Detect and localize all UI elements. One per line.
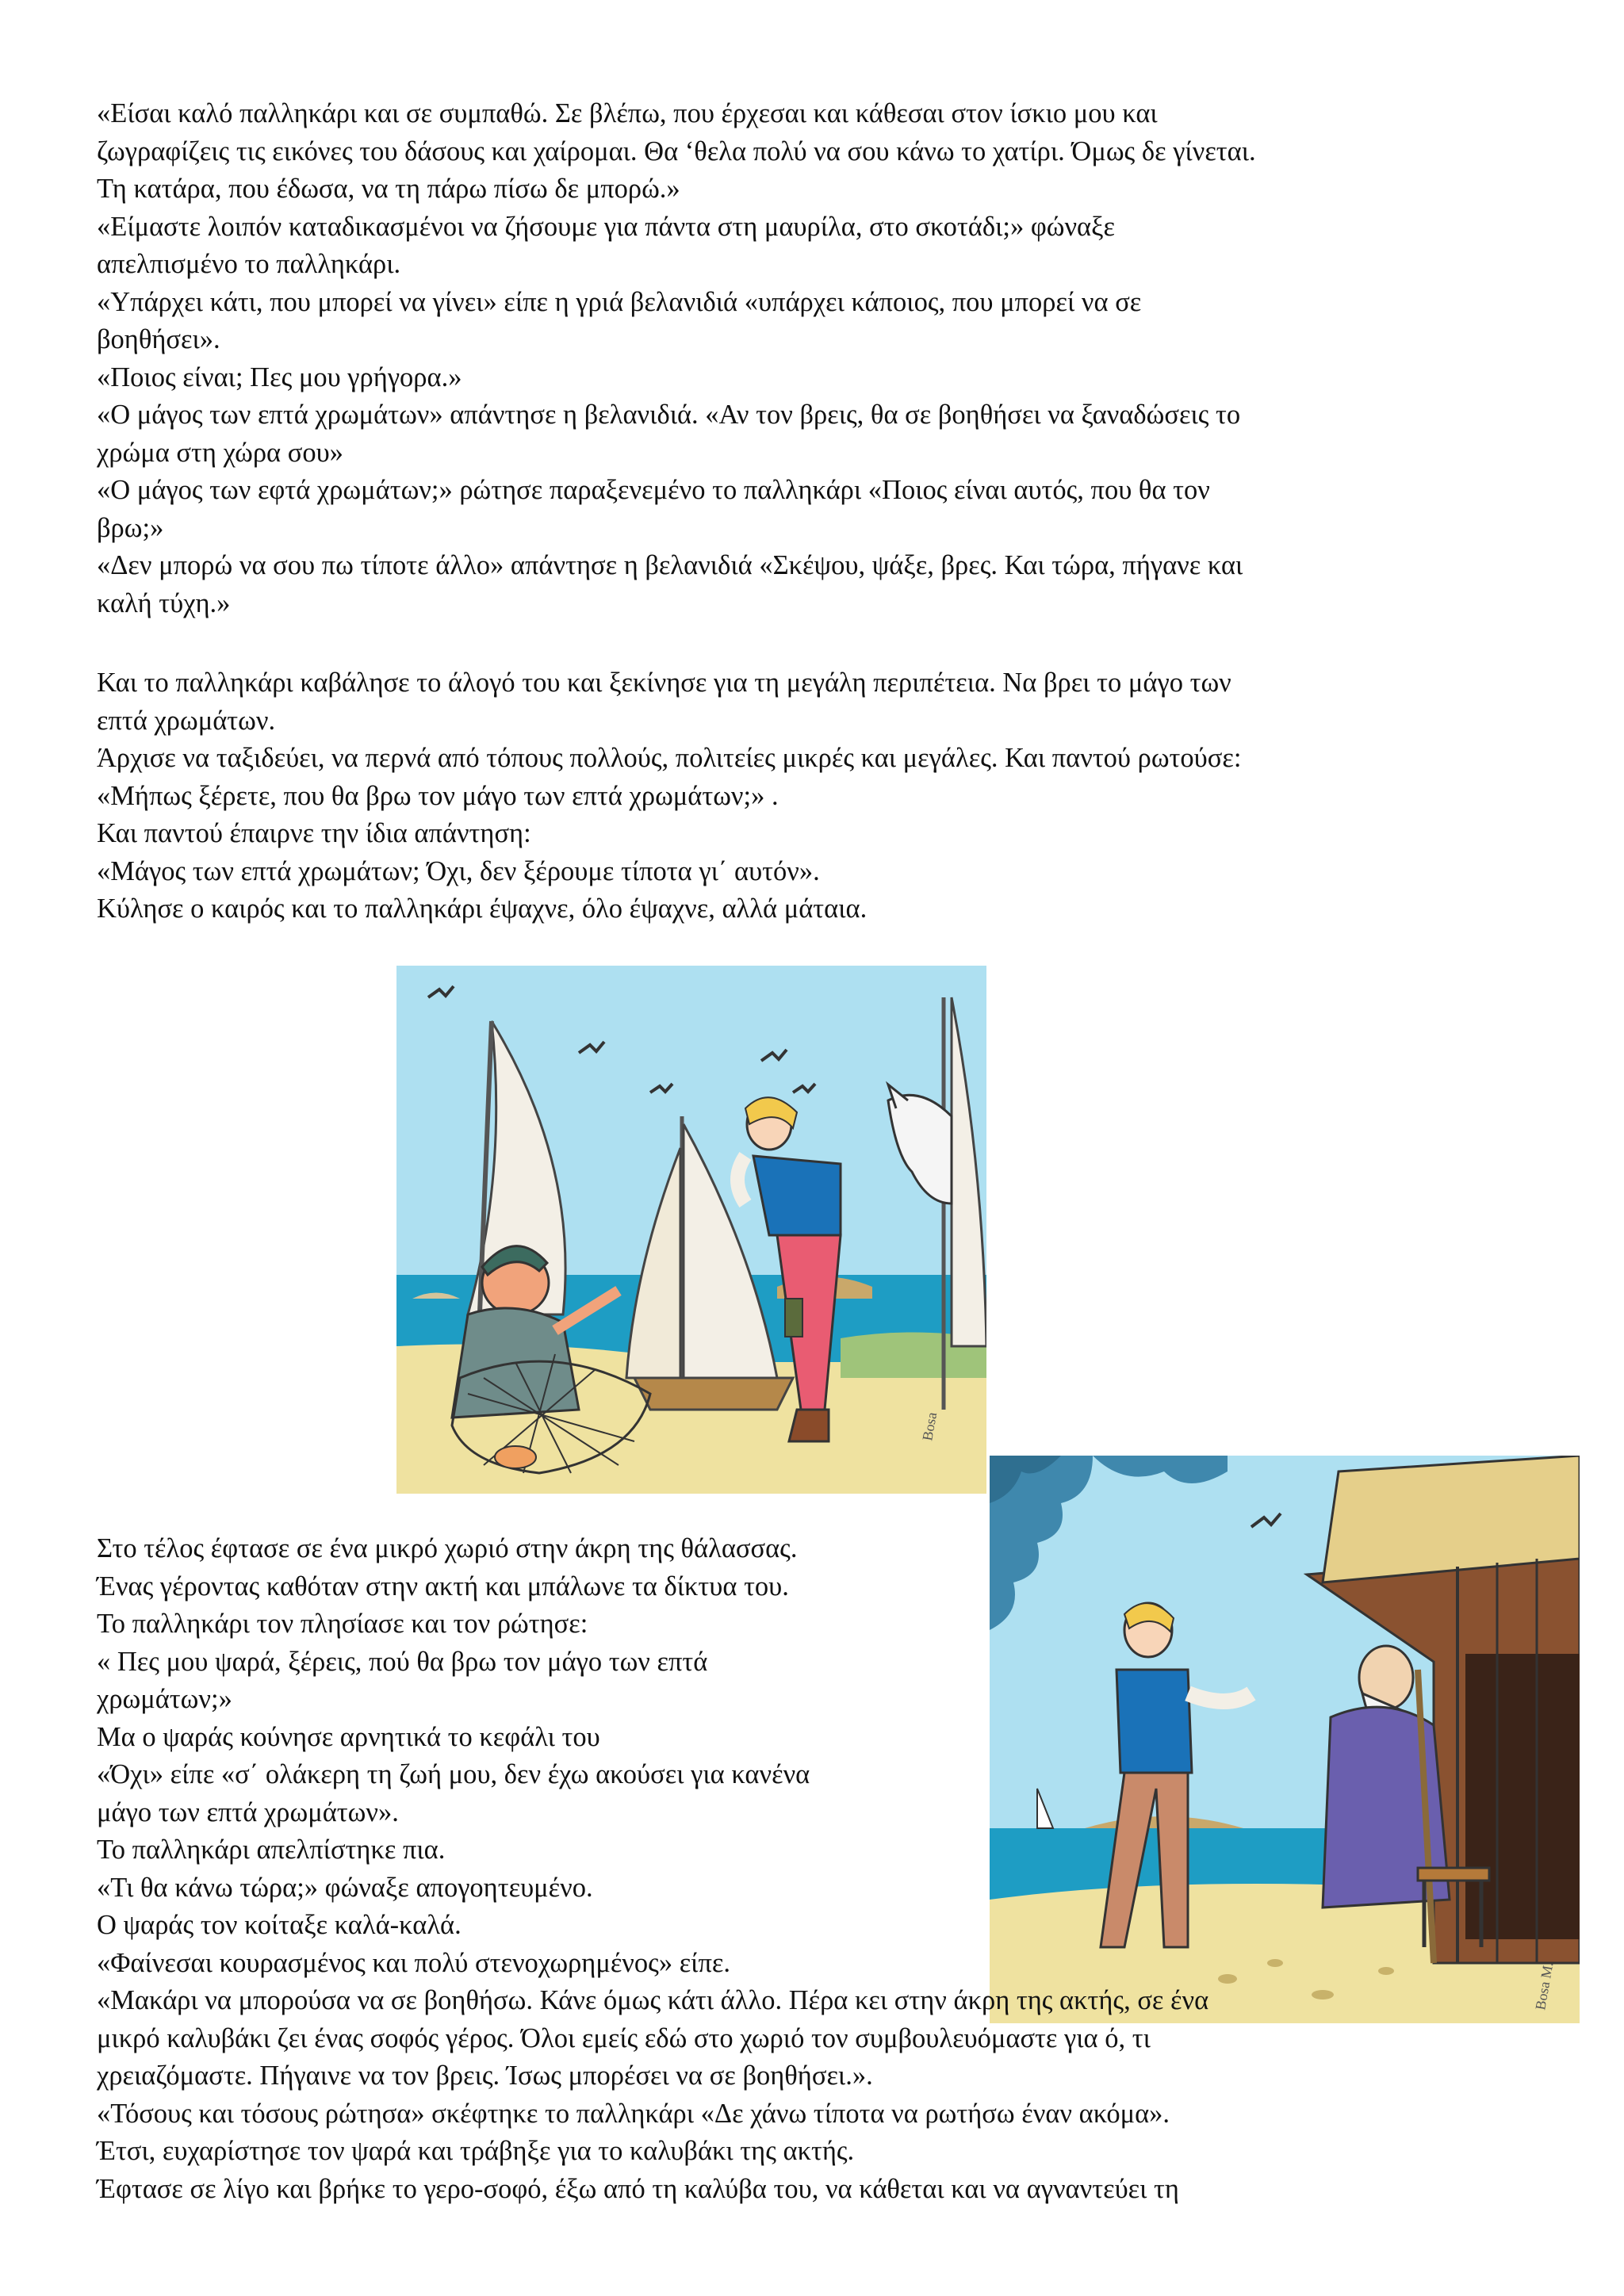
- paragraph-line: χρειαζόμαστε. Πήγαινε να τον βρεις. Ίσως μπορέσει να σε βοηθήσει.».: [97, 2061, 873, 2091]
- paragraph-line: «Όχι» είπε «σ΄ ολάκερη τη ζωή μου, δεν έχω ακούσει για κανένα: [97, 1759, 810, 1789]
- paragraph-line: βοηθήσει».: [97, 324, 220, 354]
- paragraph-line: επτά χρωμάτων.: [97, 705, 276, 736]
- paragraph-line: Στο τέλος έφτασε σε ένα μικρό χωριό στην άκρη της θάλασσας.: [97, 1533, 798, 1563]
- sage-scene-svg: [990, 1456, 1580, 2023]
- paragraph-line: Το παλληκάρι απελπίστηκε πια.: [97, 1835, 446, 1865]
- paragraph-line: Ένας γέροντας καθόταν στην ακτή και μπάλωνε τα δίκτυα του.: [97, 1571, 789, 1601]
- paragraph-line: Κύλησε ο καιρός και το παλληκάρι έψαχνε, όλο έψαχνε, αλλά μάταια.: [97, 894, 868, 924]
- fisherman-scene-svg: [396, 966, 986, 1494]
- paragraph-line: Και το παλληκάρι καβάλησε το άλογό του και ξεκίνησε για τη μεγάλη περιπέτεια. Να βρει το μάγο των: [97, 668, 1231, 698]
- paragraph-line: «Τι θα κάνω τώρα;» φώναξε απογοητευμένο.: [97, 1872, 593, 1903]
- fisherman-illustration: [396, 966, 986, 1494]
- paragraph-line: μάγο των επτά χρωμάτων».: [97, 1797, 399, 1827]
- sage-illustration: [990, 1456, 1580, 2023]
- paragraph-line: «Μήπως ξέρετε, που θα βρω τον μάγο των επτά χρωμάτων;» .: [97, 780, 779, 811]
- paragraph-line: Ο ψαράς τον κοίταξε καλά-καλά.: [97, 1910, 462, 1940]
- paragraph-line: χρώμα στη χώρα σου»: [97, 437, 343, 468]
- paragraph-line: Τη κατάρα, που έδωσα, να τη πάρω πίσω δε μπορώ.»: [97, 174, 680, 204]
- paragraph-line: χρωμάτων;»: [97, 1684, 232, 1714]
- paragraph-line: «Ποιος είναι; Πες μου γρήγορα.»: [97, 362, 462, 392]
- text-block-top: [97, 95, 1524, 622]
- paragraph-line: Μα ο ψαράς κούνησε αρνητικά το κεφάλι του: [97, 1721, 600, 1752]
- paragraph-line: «Ο μάγος των επτά χρωμάτων» απάντησε η βελανιδιά. «Αν τον βρεις, θα σε βοηθήσει να ξαναδώσεις το: [97, 400, 1241, 430]
- text-block-bottom: [97, 1982, 1524, 2208]
- paragraph-line: βρω;»: [97, 512, 164, 543]
- paragraph-line: καλή τύχη.»: [97, 587, 231, 618]
- illustration-signature: Bosa M.: [1532, 1961, 1557, 2011]
- paragraph-line: «Φαίνεσαι κουρασμένος και πολύ στενοχωρημένος» είπε.: [97, 1947, 730, 1978]
- illustration-signature: Bosa: [919, 1410, 940, 1442]
- paragraph-line: «Τόσους και τόσους ρώτησα» σκέφτηκε το παλληκάρι «Δε χάνω τίποτα να ρωτήσω έναν ακόμα».: [97, 2098, 1170, 2129]
- paragraph-line: Το παλληκάρι τον πλησίασε και τον ρώτησε:: [97, 1609, 588, 1639]
- paragraph-line: «Υπάρχει κάτι, που μπορεί να γίνει» είπε η γριά βελανιδιά «υπάρχει κάποιος, που μπορεί να σε: [97, 286, 1142, 317]
- paragraph-line: Άρχισε να ταξιδεύει, να περνά από τόπους πολλούς, πολιτείες μικρές και μεγάλες. Και παντού ρωτούσε:: [97, 743, 1242, 773]
- paragraph-line: «Μακάρι να μπορούσα να σε βοηθήσω. Κάνε όμως κάτι άλλο. Πέρα κει στην άκρη της ακτής, σε ένα: [97, 1985, 1209, 2015]
- paragraph-line: «Ο μάγος των εφτά χρωμάτων;» ρώτησε παραξενεμένο το παλληκάρι «Ποιος είναι αυτός, που θα τον: [97, 475, 1210, 505]
- paragraph-line: «Είσαι καλό παλληκάρι και σε συμπαθώ. Σε βλέπω, που έρχεσαι και κάθεσαι στον ίσκιο μου και: [97, 98, 1158, 128]
- paragraph-line: ζωγραφίζεις τις εικόνες του δάσους και χαίρομαι. Θα ‘θελα πολύ να σου κάνω το χατίρι. Όμως δε γίνεται.: [97, 136, 1256, 166]
- paragraph-line: «Μάγος των επτά χρωμάτων; Όχι, δεν ξέρουμε τίποτα γι΄ αυτόν».: [97, 855, 820, 886]
- paragraph-line: Έτσι, ευχαρίστησε τον ψαρά και τράβηξε για το καλυβάκι της ακτής.: [97, 2136, 855, 2166]
- paragraph-line: μικρό καλυβάκι ζει ένας σοφός γέρος. Όλοι εμείς εδώ στο χωριό τον συμβουλευόμαστε για ό, τι: [97, 2022, 1151, 2053]
- paragraph-line: «Δεν μπορώ να σου πω τίποτε άλλο» απάντησε η βελανιδιά «Σκέψου, ψάξε, βρες. Και τώρα, πήγανε και: [97, 550, 1243, 580]
- paragraph-line: « Πες μου ψαρά, ξέρεις, πού θα βρω τον μάγο των επτά: [97, 1646, 708, 1677]
- paragraph-line: «Είμαστε λοιπόν καταδικασμένοι να ζήσουμε για πάντα στη μαυρίλα, στο σκοτάδι;» φώναξε: [97, 211, 1115, 242]
- paragraph-line: Και παντού έπαιρνε την ίδια απάντηση:: [97, 818, 531, 848]
- text-block-left: [97, 1530, 969, 1982]
- text-block-middle: [97, 664, 1524, 928]
- paragraph-line: απελπισμένο το παλληκάρι.: [97, 249, 401, 279]
- paragraph-line: Έφτασε σε λίγο και βρήκε το γερο-σοφό, έξω από τη καλύβα του, να κάθεται και να αγναντεύει τη: [97, 2173, 1179, 2204]
